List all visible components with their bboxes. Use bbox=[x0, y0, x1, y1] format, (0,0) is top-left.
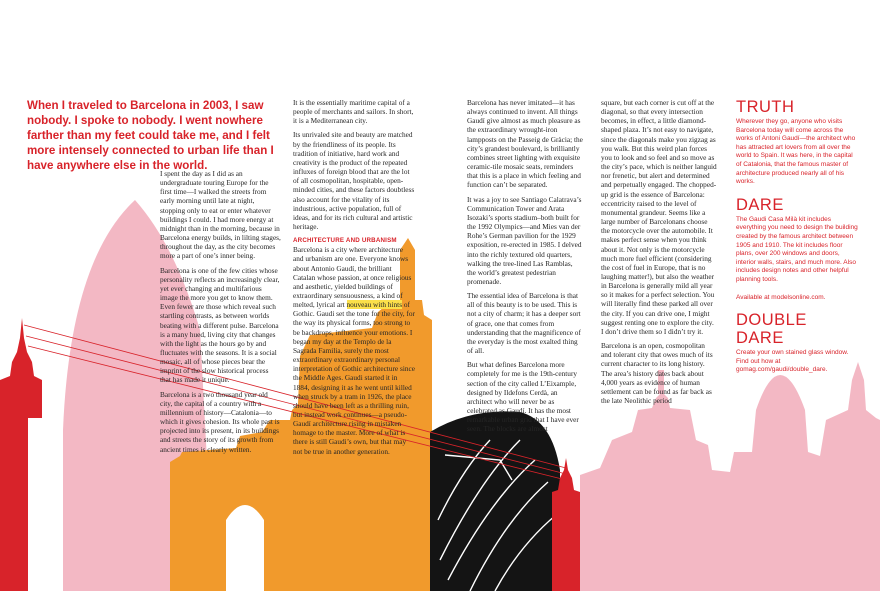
paragraph bbox=[293, 245, 415, 456]
truth-text: Wherever they go, anyone who visits Barcelona today will come across the works of Antoni Gaudí—the architect who has attracted art lovers from all over the world to Spain. It was here, in the capital of Catalonia, that the famous master of architecture produced nearly all of his works. bbox=[736, 118, 856, 186]
truth-title: TRUTH bbox=[736, 98, 795, 116]
dare-text: The Gaudi Casa Milà kit includes everything you need to design the building created by the famous architect between 1905 and 1910. The kit includes floor plans, over 200 windows and doors, interior walls, stairs, and much more. Also includes design notes and other helpful planning tools. bbox=[736, 215, 858, 283]
paragraph: I spent the day as I did as an undergraduate touring Europe for the first time—I walked the streets from early morning until late at night, stopping only to eat or enter whatever buildings I could. I had more energy at midnight than in the morning, because in Barcelona energy builds, in lilting stages, throughout the day, as the city becomes more a part of one’s inner being. bbox=[160, 169, 281, 261]
highlighted-text: nouveau with hints bbox=[346, 300, 403, 310]
paragraph: Its unrivaled site and beauty are matched by the friendliness of its people. Its tradition of initiative, hard work and creativity is the product of the repeated influxes of foreign blood that are the lot of all cosmopolitan, hospitable, open-minded cities, and these factors doubtless also account for the vitality of its industrious, active population, full of ideas, and for its rich cultural and artistic heritage. bbox=[293, 130, 415, 232]
paragraph: It is the essentially maritime capital of a people of merchants and sailors. In short, it is a Mediterranean city. bbox=[293, 98, 414, 126]
sidebar bbox=[736, 98, 858, 384]
article-column-3 bbox=[467, 98, 583, 438]
article-column-2 bbox=[293, 98, 415, 461]
paragraph: It was a joy to see Santiago Calatrava’s Communication Tower and Arata Isozaki’s sports stadium–both built for the 1992 Olympics—and Mies van der Rohe’s German pavilion for the 1929 exposition, re-erected in 1985. I delved into the richly textured old quarters, walking the tree-lined Las Ramblas, the world’s greatest pedestrian promenade. bbox=[467, 194, 582, 286]
double-dare-text: Create your own stained glass window. Find out how at gomag.com/gaudi/double_dare. bbox=[736, 349, 849, 374]
red-tower-left-base bbox=[6, 418, 28, 591]
section-heading: ARCHITECTURE AND URBANISM bbox=[293, 237, 397, 245]
dare-title: DARE bbox=[736, 195, 784, 214]
paragraph-text: Barcelona is a city where architecture and urbanism are one. Everyone knows about Antonio Gaudí, the brilliant Catalan whose passion, at once religious and aesthetic, yielded buildings of extraordinary sensuousness, a kind of melted, lyrical art bbox=[293, 245, 412, 310]
paragraph: The essential idea of Barcelona is that all of this beauty is to be used. This is not a city of charm; it has a deeper sort of grace, one that comes from understanding that the magnificence of the everyday is the most exalted thing of all. bbox=[467, 291, 581, 356]
paragraph: Barcelona is a two thousand year old city, the capital of a country with a millennium of history—Catalonia—to which it gives cohesion. Its whole past is projected into its present, in its buildings and streets the story of its growth from ancient times is clearly written. bbox=[160, 389, 280, 454]
paragraph: Barcelona is one of the few cities whose personality reflects an increasingly clear, yet ever changing and multifarious image the more you get to know them. Even fewer are those which reveal such startling contrasts, as between worlds beating with a different pulse. Barcelona is a many hued, living city that changes with the light as the hours go by and fluctuates with the seasons. It is a social mosaic, all of whose pieces bear the imprint of the slow historical process that has made it unique. bbox=[160, 265, 280, 385]
paragraph: Barcelona has never imitated—it has always continued to invent. All things Gaudí give almost as much pleasure as the extraordinary wrought-iron lampposts on the Passeig de Gràcia; the city’s grandest boulevard, is brilliantly combines street lighting with exquisite ceramic-tile mosaic seats, reminders that this is a place in which feeling and function can’t be separated. bbox=[467, 98, 583, 190]
headline: When I traveled to Barcelona in 2003, I saw nobody. I spoke to nobody. I went nowhere farther than my feet could take me, and I felt more intensely connected to urban life than I have anywhere else in the world. bbox=[27, 99, 274, 172]
paragraph: square, but each corner is cut off at the diagonal, so that every intersection becomes, in effect, a little diamond-shaped plaza. It’s not easy to navigate, since the diagonals make you zigzag as you walk. But this weird plan forces you to look and so feel and so move as the city’s pace, which is neither languid nor frenetic, but alert and determined and perpetually engaged. The chopped-up grid is the essence of Barcelona: eccentricity raised to the level of monumental grandeur. Seems like a large number of Barcelonans choose the motorcycle over the automobile. It makes perfect sense when you think about it. Not only is the motorcycle much more fuel efficient (considering the cost of fuel in Europe, that is no laughing matter!), but also the weather in Barcelona is generally mild all year so it makes for a perfect selection. You will literally find these parked all over the city. If you can drive one, I might suggest renting one to explore the city. I don’t drive them so I didn’t try it. bbox=[601, 98, 717, 336]
dare-link[interactable]: Available at modelsonline.com. bbox=[736, 293, 826, 301]
article-column-4 bbox=[601, 98, 717, 410]
arch-opening-shape bbox=[226, 505, 264, 591]
double-dare-title: DOUBLE DARE bbox=[736, 311, 807, 348]
paragraph: But what defines Barcelona more completely for me is the 19th-century section of the city called L’Eixample, designed by Ildefons Cerdà, an architect who will never be as celebrated as Gaudí. It has the most remarkable urban grid that I have ever seen. The blocks are almost bbox=[467, 360, 579, 434]
paragraph-text: of Gothic. Gaudi set the tone for the city, for the way its physical forms, too strong to be backdrops, influence your emotions. I began my day at the Templo de la Sagrada Familia, surely the most extraordinary extraordinary personal interpretation of Gothic architecture since the Middle Ages. Gaudi started it in 1884, designing it as he went until killed when struck by a tram in 1926, the place should have been left as a thrilling ruin, but instead work continues—a pseudo-Gaudí architecture rising in mistaken homage to the master. More of what is there is still Gaudi’s own, but that may not be true in another generation. bbox=[293, 300, 415, 456]
paragraph: Barcelona is an open, cosmopolitan and tolerant city that owes much of its current character to its long history. The area’s history dates back about 4,000 years as evidence of human settlement can be found as far back as the late Neolithic period bbox=[601, 341, 713, 405]
article-column-1 bbox=[160, 169, 281, 459]
